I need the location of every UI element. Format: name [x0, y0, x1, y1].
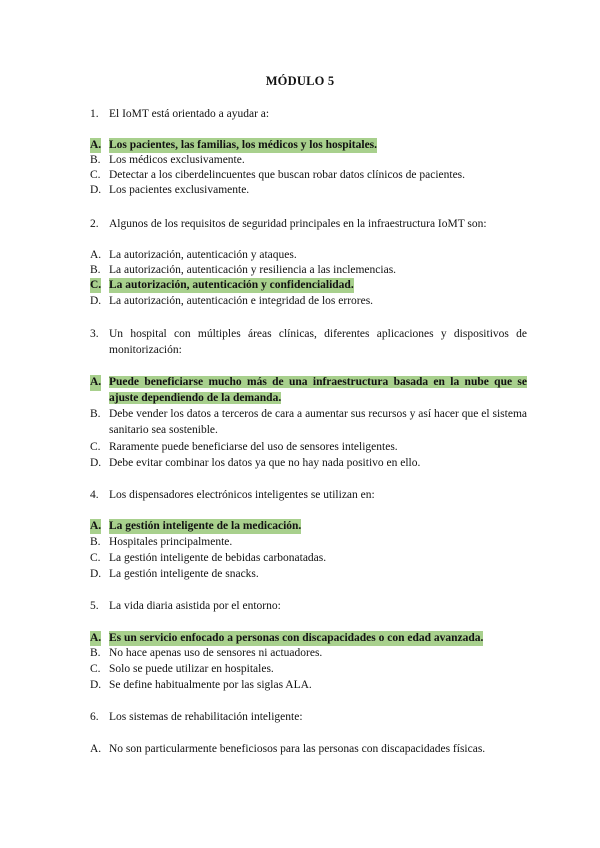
option-letter: B. — [90, 154, 101, 166]
question-3 — [90, 327, 527, 358]
option-letter: B. — [90, 264, 101, 276]
question-text: Algunos de los requisitos de seguridad principales en la infraestructura IoMT son: — [109, 218, 487, 230]
question-text: Un hospital con múltiples áreas clínicas, diferentes aplicaciones y dispositivos de monitorización: — [109, 328, 527, 356]
question-number: 5. — [90, 600, 99, 612]
option-text: Los médicos exclusivamente. — [109, 154, 245, 166]
option-letter: A. — [90, 139, 102, 151]
option-letter: A. — [90, 743, 102, 755]
option-text: Detectar a los ciberdelincuentes que buscan robar datos clínicos de pacientes. — [109, 169, 466, 181]
option-letter: A. — [90, 249, 102, 261]
option-text: Se define habitualmente por las siglas ALA. — [109, 679, 312, 691]
option-letter: C. — [90, 441, 101, 453]
option-letter: B. — [90, 536, 101, 548]
question-text: El IoMT está orientado a ayudar a: — [109, 108, 270, 120]
option-text: Debe vender los datos a terceros de cara a aumentar sus recursos y así hacer que el sistema sanitario sea sostenible. — [109, 408, 527, 436]
option-letter: C. — [90, 279, 102, 291]
question-number: 6. — [90, 711, 99, 723]
option-letter: C. — [90, 663, 101, 675]
option-letter: A. — [90, 520, 102, 532]
option-text: Solo se puede utilizar en hospitales. — [109, 663, 274, 675]
option-letter: D. — [90, 568, 102, 580]
question-number: 1. — [90, 108, 99, 120]
option-text: Es un servicio enfocado a personas con discapacidades o con edad avanzada. — [109, 632, 484, 644]
option-text: La autorización, autenticación y ataques. — [109, 249, 297, 261]
option-letter: D. — [90, 457, 102, 469]
q3-option-b — [90, 407, 527, 438]
option-text: No hace apenas uso de sensores ni actuadores. — [109, 647, 323, 659]
option-letter: C. — [90, 169, 101, 181]
option-text: La gestión inteligente de snacks. — [109, 568, 259, 580]
question-text: Los dispensadores electrónicos inteligentes se utilizan en: — [109, 489, 375, 501]
option-letter: A. — [90, 632, 102, 644]
question-number: 4. — [90, 489, 99, 501]
option-letter: D. — [90, 295, 102, 307]
option-letter: B. — [90, 408, 101, 420]
option-text: La autorización, autenticación y confidencialidad. — [109, 279, 354, 291]
option-text: Los pacientes exclusivamente. — [109, 184, 250, 196]
option-letter: D. — [90, 679, 102, 691]
question-number: 2. — [90, 218, 99, 230]
option-text: La gestión inteligente de la medicación. — [109, 520, 302, 532]
option-text: La gestión inteligente de bebidas carbonatadas. — [109, 552, 327, 564]
option-letter: A. — [90, 375, 101, 391]
option-text: Hospitales principalmente. — [109, 536, 233, 548]
option-text: Debe evitar combinar los datos ya que no hay nada positivo en ello. — [109, 457, 421, 469]
page-title: MÓDULO 5 — [265, 74, 335, 88]
question-number: 3. — [90, 328, 99, 340]
q3-option-a-correct — [90, 375, 527, 406]
option-letter: D. — [90, 184, 102, 196]
option-text: La autorización, autenticación e integridad de los errores. — [109, 295, 374, 307]
option-text: Raramente puede beneficiarse del uso de sensores inteligentes. — [109, 441, 398, 453]
question-text: Los sistemas de rehabilitación inteligente: — [109, 711, 303, 723]
option-text: Los pacientes, las familias, los médicos y los hospitales. — [109, 139, 378, 151]
option-text: No son particularmente beneficiosos para las personas con discapacidades físicas. — [109, 743, 486, 755]
option-text: Puede beneficiarse mucho más de una infraestructura basada en la nube que se ajuste dependiendo de la demanda. — [109, 376, 527, 404]
option-letter: C. — [90, 552, 101, 564]
question-text: La vida diaria asistida por el entorno: — [109, 600, 281, 612]
option-text: La autorización, autenticación y resiliencia a las inclemencias. — [109, 264, 397, 276]
option-letter: B. — [90, 647, 101, 659]
